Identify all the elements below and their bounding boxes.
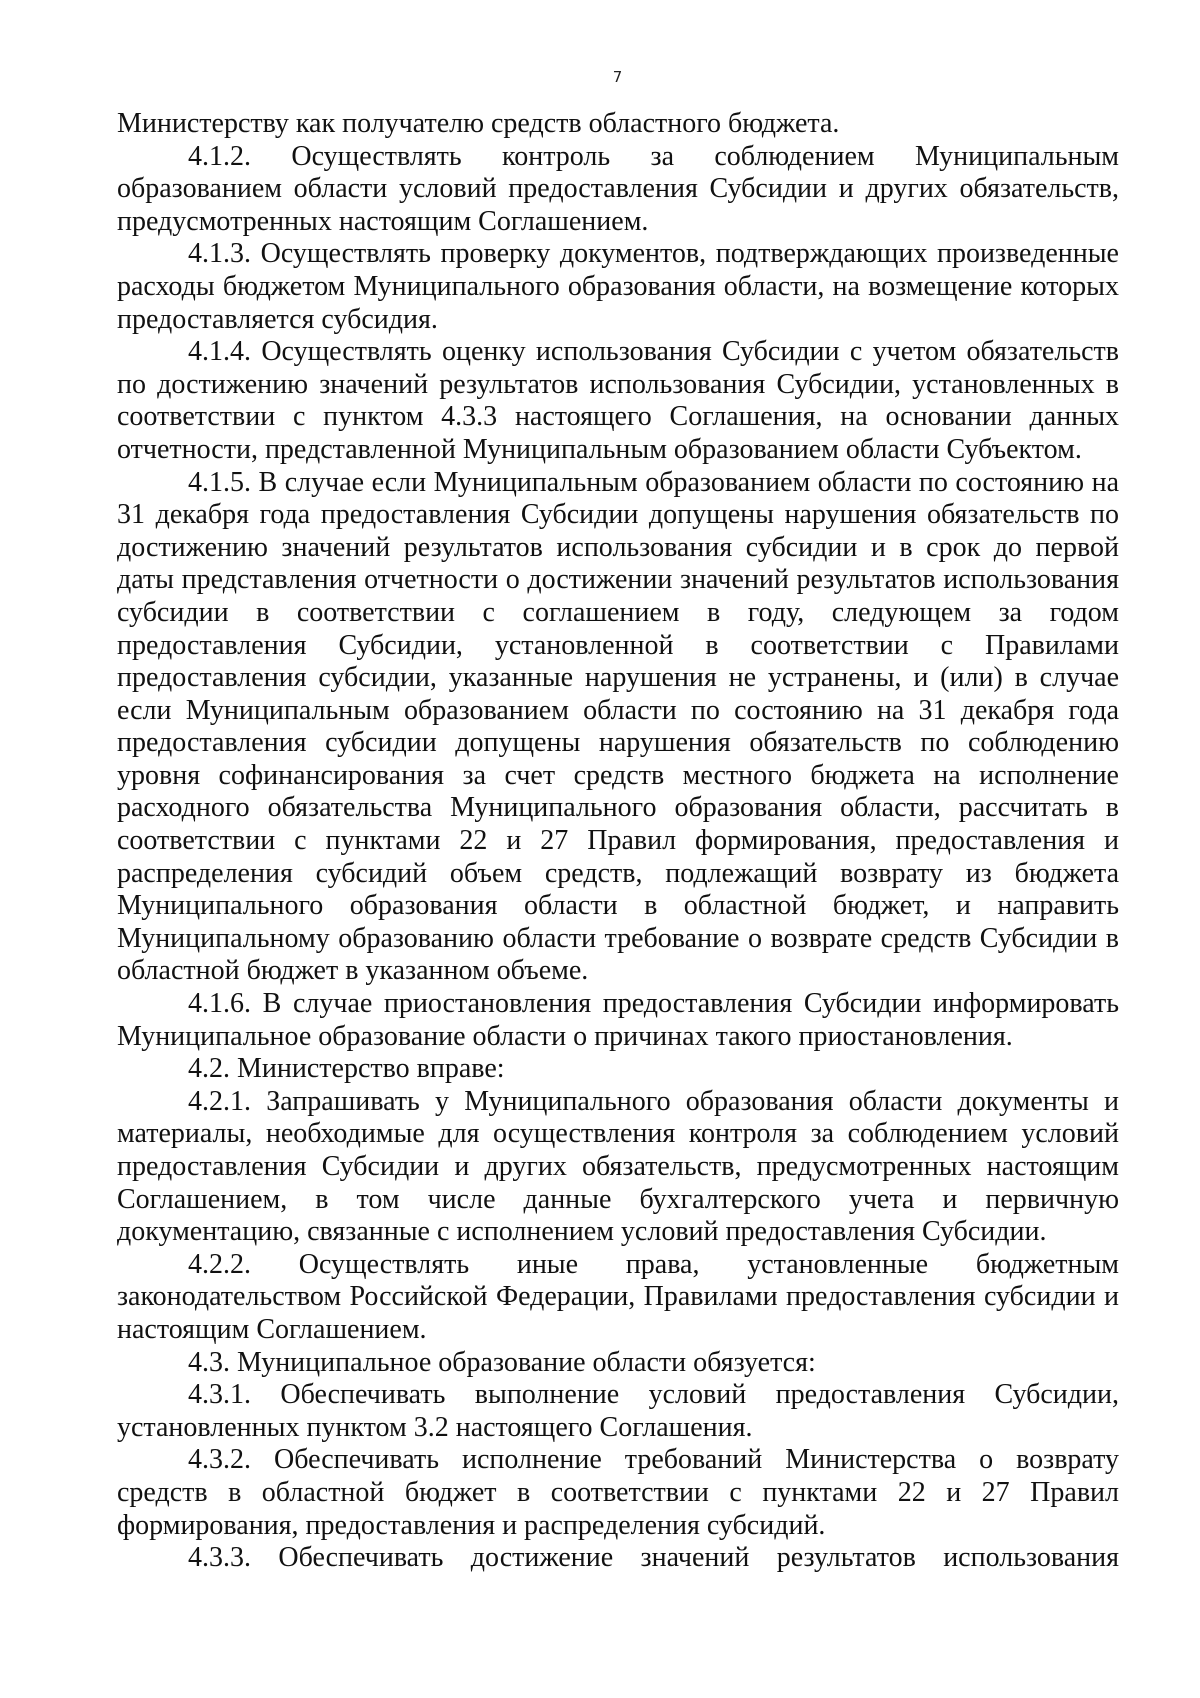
paragraph-4-1-5: 4.1.5. В случае если Муниципальным образованием области по состоянию на 31 декабря года предоставления Субсидии допущены нарушения обязательств по достижению значений результатов использования субсидии и в срок до первой даты представления отчетности о достижении значений результатов использования субсидии в соответствии с соглашением в году, следующем за годом предоставления Субсидии, установленной в соответствии с Правилами предоставления субсидии, указанные нарушения не устранены, и (или) в случае если Муниципальным образованием области по состоянию на 31 декабря года предоставления субсидии допущены нарушения обязательств по соблюдению уровня софинансирования за счет средств местного бюджета на исполнение расходного обязательства Муниципального образования области, рассчитать в соответствии с пунктами 22 и 27 Правил формирования, предоставления и распределения субсидий объем средств, подлежащий возврату из бюджета Муниципального образования области в областной бюджет, и направить Муниципальному образованию области требование о возврате средств Субсидии в областной бюджет в указанном объеме. (117, 466, 1119, 987)
paragraph-4-3-3: 4.3.3. Обеспечивать достижение значений результатов использования (188, 1542, 1119, 1574)
paragraph-continuation: Министерству как получателю средств областного бюджета. (117, 108, 840, 139)
paragraph-4-1-4: 4.1.4. Осуществлять оценку использования Субсидии с учетом обязательств по достижению значений результатов использования Субсидии, установленных в соответствии с пунктом 4.3.3 настоящего Соглашения, на основании данных отчетности, представленной Муниципальным образованием области Субъектом. (117, 336, 1119, 465)
paragraph-4-2-1: 4.2.1. Запрашивать у Муниципального образования области документы и материалы, необходимые для осуществления контроля за соблюдением условий предоставления Субсидии и других обязательств, предусмотренных настоящим Соглашением, в том числе данные бухгалтерского учета и первичную документацию, связанные с исполнением условий предоставления Субсидии. (117, 1085, 1119, 1248)
document-body (117, 108, 1119, 1575)
paragraph-4-3-1: 4.3.1. Обеспечивать выполнение условий предоставления Субсидии, установленных пунктом 3.2 настоящего Соглашения. (117, 1379, 1119, 1443)
paragraph-4-1-3: 4.1.3. Осуществлять проверку документов, подтверждающих произведенные расходы бюджетом Муниципального образования области, на возмещение которых предоставляется субсидия. (117, 238, 1119, 335)
paragraph-4-1-2: 4.1.2. Осуществлять контроль за соблюдением Муниципальным образованием области условий предоставления Субсидии и других обязательств, предусмотренных настоящим Соглашением. (117, 140, 1119, 237)
paragraph-4-2-2: 4.2.2. Осуществлять иные права, установленные бюджетным законодательством Российской Федерации, Правилами предоставления субсидии и настоящим Соглашением. (117, 1248, 1119, 1345)
paragraph-4-3: 4.3. Муниципальное образование области обязуется: (188, 1346, 816, 1378)
page-number: 7 (612, 68, 623, 86)
paragraph-4-2: 4.2. Министерство вправе: (188, 1053, 505, 1085)
paragraph-4-1-6: 4.1.6. В случае приостановления предоставления Субсидии информировать Муниципальное образование области о причинах такого приостановления. (117, 988, 1119, 1052)
paragraph-4-3-2: 4.3.2. Обеспечивать исполнение требований Министерства о возврату средств в областной бюджет в соответствии с пунктами 22 и 27 Правил формирования, предоставления и распределения субсидий. (117, 1444, 1119, 1541)
